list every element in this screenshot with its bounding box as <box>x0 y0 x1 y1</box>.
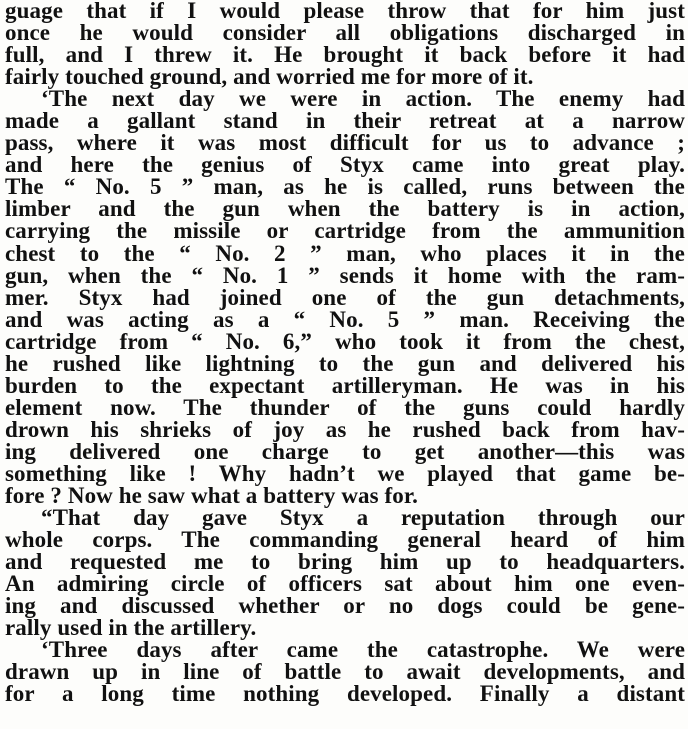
text-line: something like ! Why hadn’t we played that game be- <box>5 460 685 486</box>
article-column <box>5 0 685 706</box>
text-line: ‘Three days after came the catastrophe. We were <box>41 637 685 663</box>
text-line: and requested me to bring him up to headquarters. <box>5 549 685 575</box>
text-line: made a gallant stand in their retreat at a narrow <box>5 108 685 134</box>
text-line: carrying the missile or cartridge from the ammunition <box>5 218 685 244</box>
text-line: pass, where it was most difficult for us to advance ; <box>5 130 685 156</box>
text-line: fairly touched ground, and worried me for more of it. <box>5 64 534 90</box>
text-line: full, and I threw it. He brought it back before it had <box>5 42 685 68</box>
text-line: An admiring circle of officers sat about him one even- <box>5 571 685 597</box>
text-line: element now. The thunder of the guns could hardly <box>5 394 685 420</box>
text-line: ing delivered one charge to get another—this was <box>5 438 685 464</box>
text-line: ‘The next day we were in action. The enemy had <box>41 86 685 112</box>
text-line: mer. Styx had joined one of the gun detachments, <box>5 284 685 310</box>
text-line: fore ? Now he saw what a battery was for. <box>5 483 418 509</box>
text-line: cartridge from “ No. 6,” who took it from the chest, <box>5 328 685 354</box>
text-line: burden to the expectant artilleryman. He was in his <box>5 372 685 398</box>
text-line: gun, when the “ No. 1 ” sends it home with the ram- <box>5 262 685 288</box>
text-line: ing and discussed whether or no dogs could be gene- <box>5 593 685 619</box>
text-line: chest to the “ No. 2 ” man, who places it in the <box>5 240 685 266</box>
text-line: rally used in the artillery. <box>5 615 257 641</box>
text-line: The “ No. 5 ” man, as he is called, runs between the <box>5 174 685 200</box>
text-line: limber and the gun when the battery is in action, <box>5 196 685 222</box>
text-line: and was acting as a “ No. 5 ” man. Receiving the <box>5 306 685 332</box>
text-line: drown his shrieks of joy as he rushed back from hav- <box>5 416 685 442</box>
text-line: once he would consider all obligations discharged in <box>5 20 685 46</box>
text-line: for a long time nothing developed. Finally a distant <box>5 681 685 707</box>
text-line: drawn up in line of battle to await developments, and <box>5 659 685 685</box>
text-line: guage that if I would please throw that for him just <box>5 0 685 23</box>
text-line: and here the genius of Styx came into great play. <box>5 152 685 178</box>
text-line: whole corps. The commanding general heard of him <box>5 527 685 553</box>
text-line: “That day gave Styx a reputation through our <box>41 505 685 531</box>
text-line: he rushed like lightning to the gun and delivered his <box>5 350 685 376</box>
